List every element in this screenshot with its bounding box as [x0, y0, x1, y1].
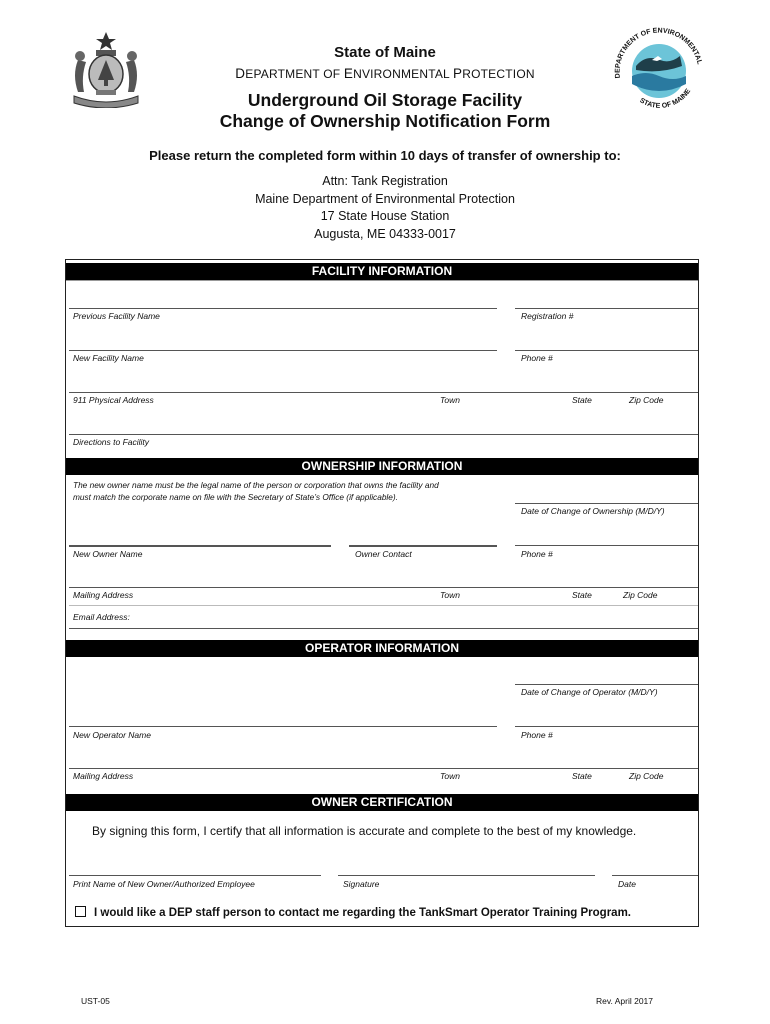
- operator-zip-label: Zip Code: [629, 771, 664, 781]
- certification-date-field[interactable]: [612, 875, 698, 876]
- print-name-field[interactable]: [69, 875, 321, 876]
- ownership-date-field[interactable]: [515, 503, 698, 504]
- facility-state-label: State: [572, 395, 592, 405]
- address-line: Maine Department of Environmental Protection: [255, 192, 515, 206]
- facility-town-label: Town: [440, 395, 461, 405]
- dep-logo-bottom-text: STATE OF MAINE: [638, 87, 693, 110]
- previous-facility-name-field[interactable]: [69, 308, 497, 309]
- owner-phone-field[interactable]: [515, 545, 698, 546]
- operator-section-header: OPERATOR INFORMATION: [66, 640, 698, 657]
- tanksmart-checkbox[interactable]: [75, 906, 86, 917]
- operator-date-field[interactable]: [515, 684, 698, 685]
- owner-mailing-address-label: Mailing Address: [73, 590, 134, 600]
- date-label: Date: [618, 879, 636, 889]
- ownership-date-label: Date of Change of Ownership (M/D/Y): [521, 506, 665, 516]
- previous-facility-name-label: Previous Facility Name: [73, 311, 160, 321]
- operator-date-label: Date of Change of Operator (M/D/Y): [521, 687, 658, 697]
- certification-statement: By signing this form, I certify that all information is accurate and complete to the best of my knowledge.: [92, 824, 637, 838]
- operator-town-label: Town: [440, 771, 461, 781]
- registration-number-field[interactable]: [515, 308, 698, 309]
- dep-logo-top-text: DEPARTMENT OF ENVIRONMENTAL: [614, 27, 703, 79]
- physical-address-label: 911 Physical Address: [73, 395, 154, 405]
- ownership-section-header: OWNERSHIP INFORMATION: [66, 458, 698, 475]
- directions-field[interactable]: [69, 434, 698, 435]
- new-facility-name-field[interactable]: [69, 350, 497, 351]
- signature-label: Signature: [343, 879, 380, 889]
- email-address-label: Email Address:: [73, 612, 130, 622]
- print-name-label: Print Name of New Owner/Authorized Employee: [73, 879, 255, 889]
- directions-label: Directions to Facility: [73, 437, 150, 447]
- operator-phone-field[interactable]: [515, 726, 698, 727]
- operator-mailing-address-label: Mailing Address: [73, 771, 134, 781]
- signature-field[interactable]: [338, 875, 595, 876]
- facility-phone-label: Phone #: [521, 353, 553, 363]
- facility-zip-label: Zip Code: [629, 395, 664, 405]
- owner-mailing-address-field[interactable]: [69, 587, 698, 588]
- email-address-field[interactable]: [69, 628, 698, 629]
- new-operator-name-field[interactable]: [69, 726, 497, 727]
- new-facility-name-label: New Facility Name: [73, 353, 144, 363]
- ownership-note-line2: must match the corporate name on file with the Secretary of State’s Office (if applicable).: [73, 492, 398, 502]
- facility-phone-field[interactable]: [515, 350, 698, 351]
- department-heading: DEPARTMENT OF ENVIRONMENTAL PROTECTION: [235, 66, 535, 81]
- registration-label: Registration #: [521, 311, 574, 321]
- revision-date: Rev. April 2017: [596, 996, 654, 1006]
- owner-contact-label: Owner Contact: [355, 549, 412, 559]
- operator-phone-label: Phone #: [521, 730, 553, 740]
- facility-section-header: FACILITY INFORMATION: [66, 263, 698, 280]
- tanksmart-checkbox-label: I would like a DEP staff person to contact me regarding the TankSmart Operator Training Program.: [94, 907, 631, 919]
- new-owner-name-field[interactable]: [69, 545, 331, 547]
- address-line: Attn: Tank Registration: [322, 174, 448, 188]
- operator-state-label: State: [572, 771, 592, 781]
- address-line: Augusta, ME 04333-0017: [314, 227, 456, 241]
- new-operator-name-label: New Operator Name: [73, 730, 151, 740]
- form-frame: [65, 259, 699, 927]
- owner-contact-field[interactable]: [349, 545, 497, 547]
- state-heading: State of Maine: [334, 44, 436, 61]
- facility-address-field[interactable]: [69, 392, 698, 393]
- return-instruction: Please return the completed form within 10 days of transfer of ownership to:: [149, 148, 621, 163]
- form-title-line2: Change of Ownership Notification Form: [219, 111, 551, 131]
- owner-state-label: State: [572, 590, 592, 600]
- new-owner-name-label: New Owner Name: [73, 549, 143, 559]
- tanksmart-contact-option: [75, 906, 631, 919]
- operator-mailing-address-field[interactable]: [69, 768, 698, 769]
- ownership-note-line1: The new owner name must be the legal name of the person or corporation that owns the facility and: [73, 480, 439, 490]
- certification-section-header: OWNER CERTIFICATION: [66, 794, 698, 811]
- form-title-line1: Underground Oil Storage Facility: [247, 90, 523, 110]
- owner-phone-label: Phone #: [521, 549, 553, 559]
- owner-town-label: Town: [440, 590, 461, 600]
- address-line: 17 State House Station: [320, 209, 450, 223]
- owner-zip-label: Zip Code: [623, 590, 658, 600]
- form-number: UST-05: [81, 996, 110, 1006]
